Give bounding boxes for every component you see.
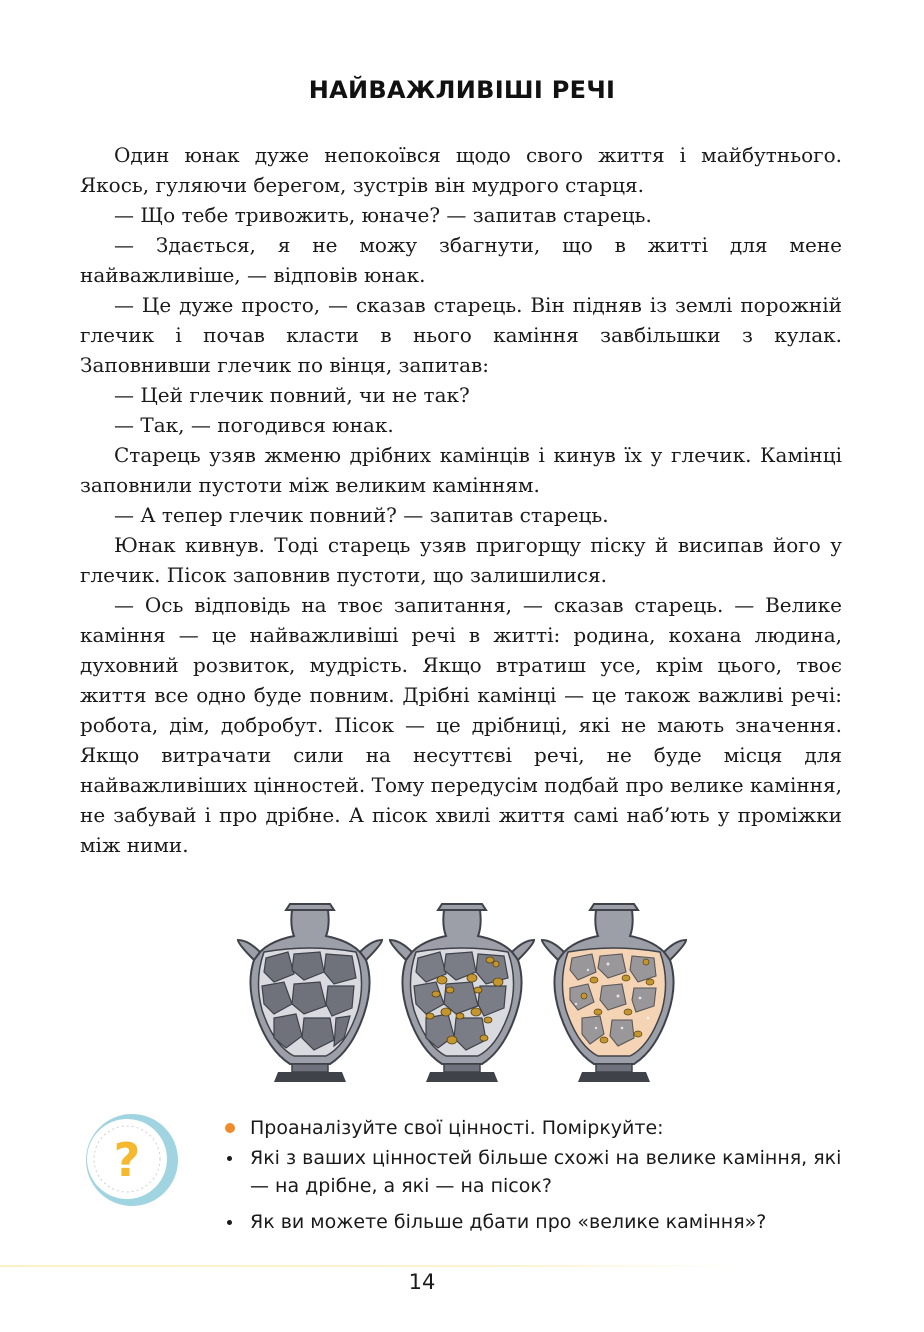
vase-stones-icon (234, 900, 386, 1086)
paragraph: — Цей глечик повний, чи не так? (114, 383, 470, 407)
paragraph: Юнак кивнув. Тоді старець узяв пригорщу піску й висипав його у глечик. Пісок заповнив пустоти, що залишилися. (80, 533, 842, 587)
page-title: НАЙВАЖЛИВІШІ РЕЧІ (308, 76, 616, 104)
page-number: 14 (408, 1270, 436, 1294)
paragraph: — Ось відповідь на твоє запитання, — сказав старець. — Велике каміння — це найважливіші речі в житті: родина, кохана людина, духовний розвиток, мудрість. Якщо втратиш усе, крім цього, твоє життя все одно буде повним. Дрібні камінці — це також важливі речі: робота, дім, добробут. Пісок — це дрібниці, які не мають значення. Якщо витрачати сили на несуттєві речі, не буде місця для найважливіших цінностей. Тому передусім подбай про велике каміння, не забувай і про дрібне. А пісок хвилі життя самі наб’ють у проміжки між ними. (80, 593, 842, 857)
story-text (80, 140, 842, 860)
footer-divider (0, 1265, 740, 1267)
paragraph: — А тепер глечик повний? — запитав старець. (114, 503, 609, 527)
bullet-icon (227, 1156, 232, 1161)
paragraph: — Здається, я не можу збагнути, що в житті для мене найважливіше, — відповів юнак. (80, 233, 842, 287)
paragraph: — Так, — погодився юнак. (114, 413, 394, 437)
vase-sand-icon (538, 900, 690, 1086)
task-intro: Проаналізуйте свої цінності. Поміркуйте: (250, 1117, 664, 1139)
vase-with-pebbles (386, 900, 538, 1086)
paragraph: — Це дуже просто, — сказав старець. Він підняв із землі порожній глечик і почав класти в нього каміння завбільшки з кулак. Заповнивши глечик по вінця, запитав: (80, 293, 842, 377)
paragraph: — Що тебе тривожить, юначе? — запитав старець. (114, 203, 652, 227)
vase-with-sand (538, 900, 690, 1086)
bullet-icon (227, 1220, 232, 1225)
vase-with-stones (234, 900, 386, 1086)
paragraph: Один юнак дуже непокоївся щодо свого життя і майбутнього. Якось, гуляючи берегом, зустрів він мудрого старця. (80, 143, 842, 197)
task-question-item (222, 1208, 862, 1236)
paragraph: Старець узяв жменю дрібних камінців і кинув їх у глечик. Камінці заповнили пустоти між великим камінням. (80, 443, 842, 497)
task-intro-item (222, 1114, 862, 1142)
task-block (222, 1114, 862, 1236)
vases-illustration (234, 900, 690, 1086)
question-mark: ? (113, 1133, 141, 1187)
orange-bullet-icon (225, 1123, 235, 1133)
vase-pebbles-icon (386, 900, 538, 1086)
task-question-item (222, 1144, 862, 1200)
question-icon (84, 1112, 180, 1208)
task-question: Як ви можете більше дбати про «велике каміння»? (250, 1211, 767, 1233)
task-question: Які з ваших цінностей більше схожі на велике каміння, які — на дрібне, а які — на пісок? (250, 1147, 842, 1197)
